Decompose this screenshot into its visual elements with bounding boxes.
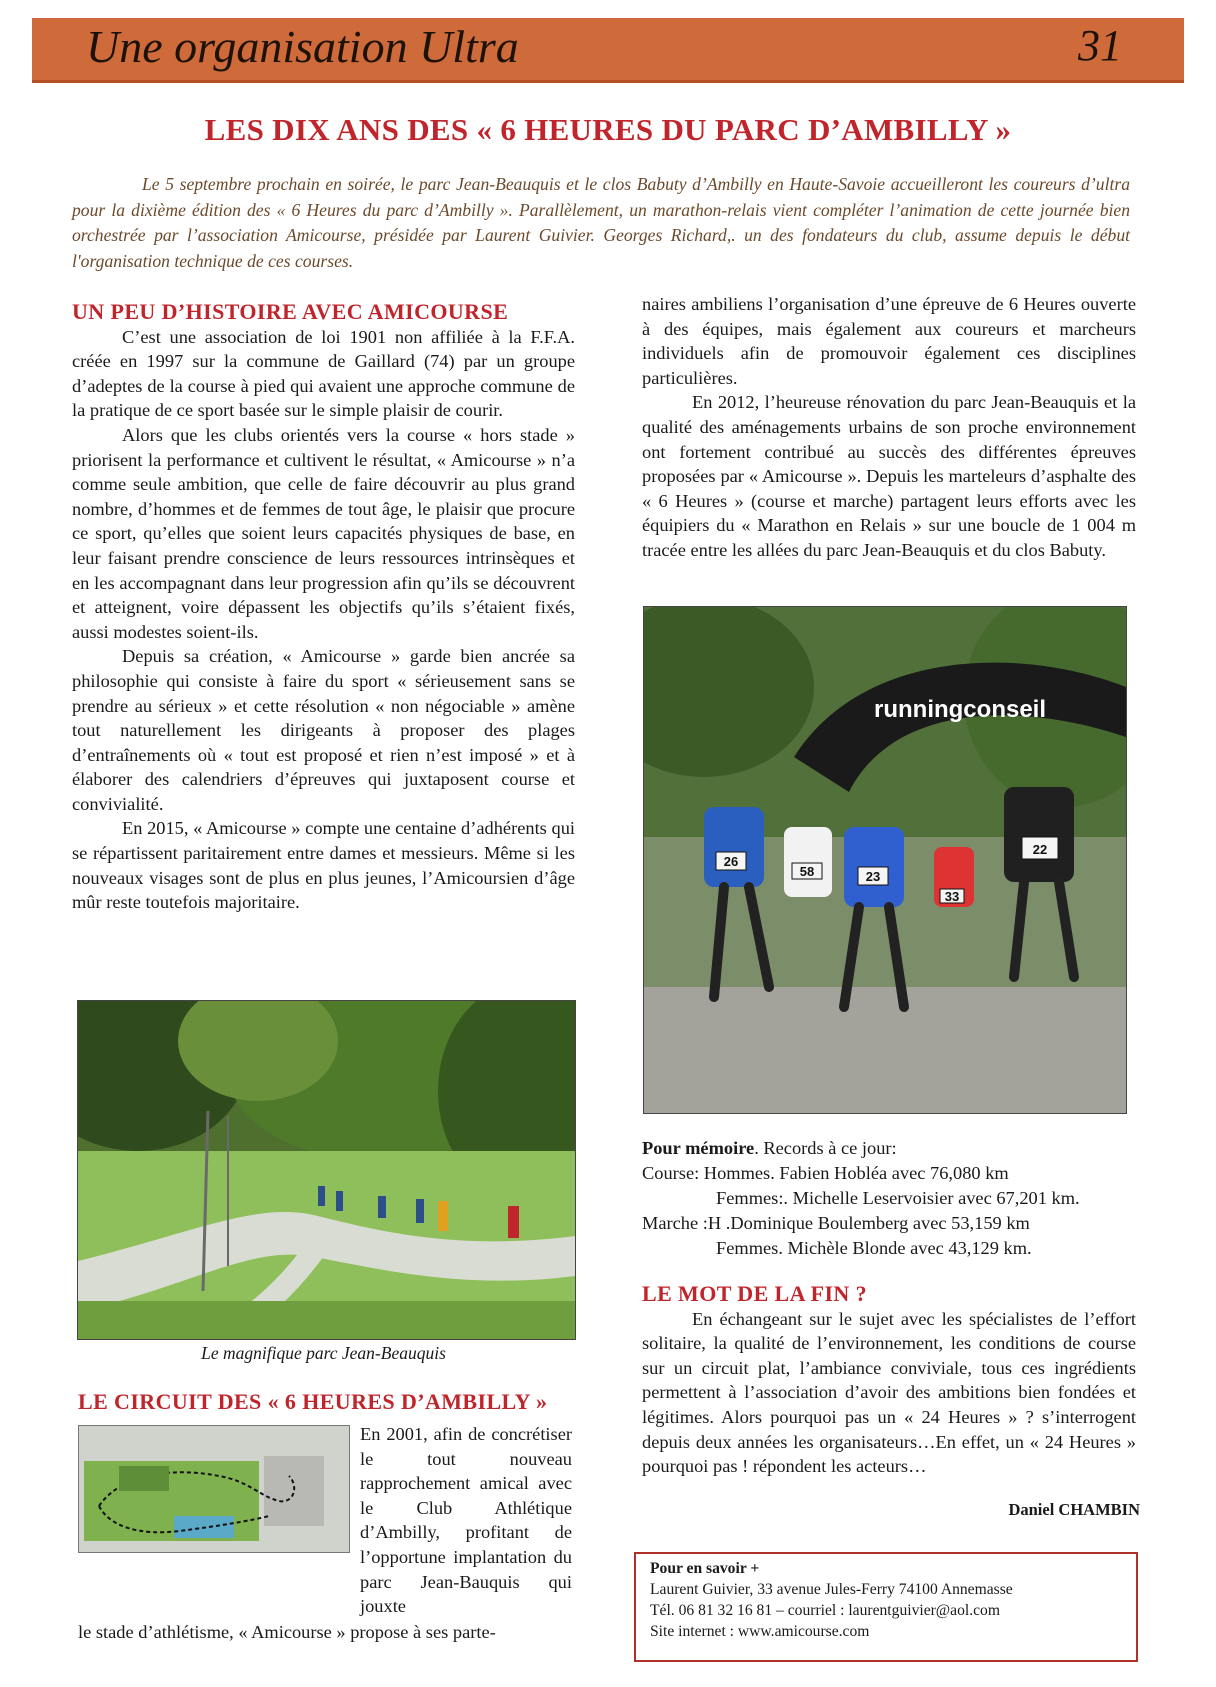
history-paragraph: En 2015, « Amicourse » compte une centaine d’adhérents qui se répartissent paritairement entre dames et messieurs. Même si les nouveaux visages sont de plus en plus jeunes, l’Amicoursien d’âge mûr reste toutefois majoritaire. (72, 818, 575, 913)
circuit-text: En 2001, afin de concrétiser le tout nouveau rapprochement amical avec le Club Athlétique d’Ambilly, profitant de l’opportune implantation du parc Jean-Bauquis qui jouxte (360, 1424, 572, 1617)
history-paragraph: C’est une association de loi 1901 non affiliée à la F.F.A. créée en 1997 sur la commune de Gaillard (74) par un groupe d’adeptes de la course à pied qui avaient une approche commune de la pratique de ce sport basée sur le simple plaisir de courir. (72, 326, 575, 421)
map-illustration (79, 1426, 349, 1552)
section-title: Une organisation Ultra (86, 21, 519, 72)
record-line: Course: Hommes. Fabien Hobléa avec 76,080 km (642, 1163, 1009, 1183)
history-title: UN PEU D’HISTOIRE AVEC AMICOURSE (72, 299, 509, 324)
circuit-section (78, 1390, 578, 1415)
info-label: Pour en savoir + (650, 1560, 760, 1577)
record-line: Marche :H .Dominique Boulemberg avec 53,159 km (642, 1213, 1030, 1233)
records-label: Pour mémoire (642, 1138, 755, 1158)
park-illustration (78, 1001, 575, 1339)
records-header (642, 1136, 1080, 1161)
history-paragraph: Depuis sa création, « Amicourse » garde bien ancrée sa philosophie qui consiste à faire du sport « sérieusement sans se prendre au sérieux » et cette résolution « non négociable » amène tout naturellement les dirigeants à proposer des plages d’entraînements où « tout est proposé et rien n’est imposé » et à élaborer des calendriers d’épreuves qui juxtaposent course et convivialité. (72, 646, 575, 814)
history-paragraph: Alors que les clubs orientés vers la course « hors stade » priorisent la performance et cultivent le résultat, « Amicourse » n’a comme seule ambition, que celle de faire découvrir au plus grand nombre, d’hommes et de femmes de tout âge, le plaisir que procure ce sport, qu’elles que soient leurs capacités physiques de base, en leur faisant prendre conscience de leurs ressources intrinsèques et en les accompagnant dans leur progression afin qu’ils se découvrent et atteignent, voire dépassent les objectifs qu’ils s’étaient fixés, aussi modestes soient-ils. (72, 424, 575, 642)
conclusion-section (642, 1282, 1136, 1479)
info-box (634, 1552, 1138, 1662)
park-photo (77, 1000, 576, 1340)
race-photo (643, 606, 1127, 1114)
arch-text: runningconseil (874, 696, 1047, 723)
records-block (642, 1136, 1080, 1261)
history-section (72, 300, 575, 915)
records-intro: . Records à ce jour: (754, 1138, 897, 1158)
right-column-text (642, 292, 1136, 563)
article-title: LES DIX ANS DES « 6 HEURES DU PARC D’AMBILLY » (204, 112, 1012, 147)
conclusion-title: LE MOT DE LA FIN ? (642, 1281, 867, 1306)
right-paragraph: En 2012, l’heureuse rénovation du parc Jean-Beauquis et la qualité des aménagements urbains de son proche environnement ont fortement contribué au succès des différentes épreuves proposées par « Amicourse ». Depuis les marteleurs d’asphalte des « 6 Heures » (course et marche) partagent leurs efforts avec les équipiers du « Marathon en Relais » sur une boucle de 1 004 m tracée entre les allées du parc Jean-Beauquis et du clos Babuty. (642, 392, 1136, 560)
author: Daniel CHAMBIN (1008, 1500, 1140, 1519)
circuit-text-end: le stade d’athlétisme, « Amicourse » propose à ses parte- (78, 1622, 496, 1642)
page-number: 31 (1078, 21, 1122, 70)
bib-label: 23 (865, 869, 881, 884)
race-illustration (644, 607, 1126, 1113)
info-address: Laurent Guivier, 33 avenue Jules-Ferry 74100 Annemasse (650, 1581, 1013, 1598)
bib-label: 58 (799, 864, 815, 879)
right-paragraph: naires ambiliens l’organisation d’une épreuve de 6 Heures ouverte à des équipes, mais également aux coureurs et marcheurs individuels afin de promouvoir également ces disciplines particulières. (642, 294, 1136, 388)
record-line: Femmes. Michèle Blonde avec 43,129 km. (716, 1238, 1032, 1258)
header-band (32, 18, 1184, 83)
article-intro: Le 5 septembre prochain en soirée, le parc Jean-Beauquis et le clos Babuty d’Ambilly en Haute-Savoie accueilleront les coureurs d’ultra pour la dixième édition des « 6 Heures du parc d’Ambilly ». Parallèlement, un marathon-relais vient compléter l’animation de cette journée bien orchestrée par l’association Amicourse, présidée par Laurent Guivier. Georges Richard,. un des fondateurs du club, assume depuis le début l'organisation technique de ces courses. (72, 174, 1130, 271)
conclusion-text: En échangeant sur le sujet avec les spécialistes de l’effort solitaire, la qualité de l’environnement, les conditions de course sur un circuit plat, l’ambiance conviviale, tous ces ingrédients permettent à l’association d’avoir des ambitions bien fondées et légitimes. Alors pourquoi pas un « 24 Heures » ? s’interrogent depuis deux années les organisateurs…En effet, un « 24 Heures » pourquoi pas ! répondent les acteurs… (642, 1308, 1136, 1477)
info-website: Site internet : www.amicourse.com (650, 1623, 870, 1640)
info-contact: Tél. 06 81 32 16 81 – courriel : laurentguivier@aol.com (650, 1602, 1000, 1619)
circuit-map (78, 1425, 350, 1553)
park-photo-caption: Le magnifique parc Jean-Beauquis (201, 1343, 446, 1363)
bib-label: 33 (944, 889, 960, 904)
record-line: Femmes:. Michelle Leservoisier avec 67,201 km. (716, 1188, 1080, 1208)
bib-label: 26 (723, 854, 739, 869)
circuit-title: LE CIRCUIT DES « 6 HEURES D’AMBILLY » (78, 1389, 548, 1414)
bib-label: 22 (1032, 842, 1048, 857)
